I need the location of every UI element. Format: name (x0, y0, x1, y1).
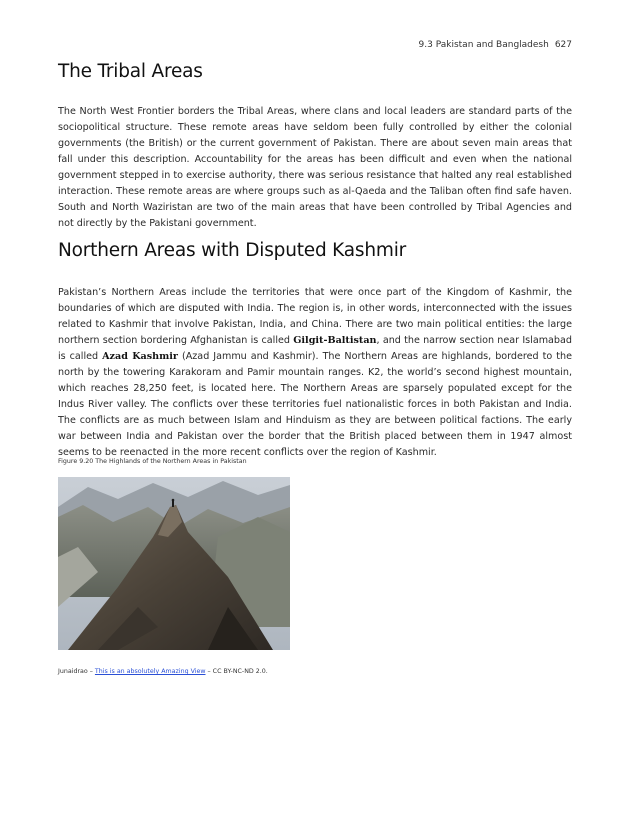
paragraph-northern-areas (58, 285, 572, 461)
credit-link[interactable]: This is an absolutely Amazing View (94, 668, 206, 675)
running-header (419, 40, 572, 50)
credit-license: – CC BY-NC-ND 2.0. (207, 668, 268, 675)
paragraph-text-1: Pakistan’s Northern Areas include the territories that were once part of the Kingdom of Kashmir, the boundaries of which are disputed with India. The region is, in other words, interconnected with the issues related to Kashmir that involve Pakistan, India, and China. There are two main political entities: the large northern section bordering Afghanistan is called (58, 287, 572, 346)
heading-northern-areas: Northern Areas with Disputed Kashmir (58, 240, 407, 261)
paragraph-text-2: , and the narrow section near Islamabad is called (58, 335, 572, 362)
term-azad-kashmir: Azad Kashmir (102, 351, 178, 362)
paragraph-text-3: (Azad Jammu and Kashmir). The Northern Areas are highlands, bordered to the north by the towering Karakoram and Pamir mountain ranges. K2, the world’s second highest mountain, which reaches 28,250 feet, is located here. The Northern Areas are sparsely populated except for the Indus River valley. The conflicts over these territories fuel nationalistic forces in both Pakistan and India. The conflicts are as much between Islam and Hinduism as they are between political factions. The early war between India and Pakistan over the border that the British placed between them in 1947 almost seems to be reenacted in the more recent conflicts over the region of Kashmir. (58, 351, 572, 458)
figure-caption: Figure 9.20 The Highlands of the Northern Areas in Pakistan (58, 458, 247, 465)
paragraph-tribal-areas: The North West Frontier borders the Tribal Areas, where clans and local leaders are standard parts of the sociopolitical structure. These remote areas have seldom been fully controlled by either the colonial governments (the British) or the current government of Pakistan. There are about seven main areas that fall under this description. Accountability for the areas has been difficult and even when the national government stepped in to exercise authority, there was serious resistance that halted any real established interaction. These remote areas are where groups such as al-Qaeda and the Taliban often find safe haven. South and North Waziristan are two of the main areas that have been controlled by Tribal Agencies and not directly by the Pakistani government. (58, 106, 572, 229)
page-number: 627 (554, 40, 572, 50)
heading-tribal-areas: The Tribal Areas (58, 61, 203, 82)
credit-author: Junaidrao – (58, 668, 93, 675)
photo-credit (58, 668, 268, 675)
section-title: 9.3 Pakistan and Bangladesh (418, 40, 549, 50)
term-gilgit-baltistan: Gilgit-Baltistan (293, 335, 377, 346)
mountain-photo (58, 477, 290, 650)
